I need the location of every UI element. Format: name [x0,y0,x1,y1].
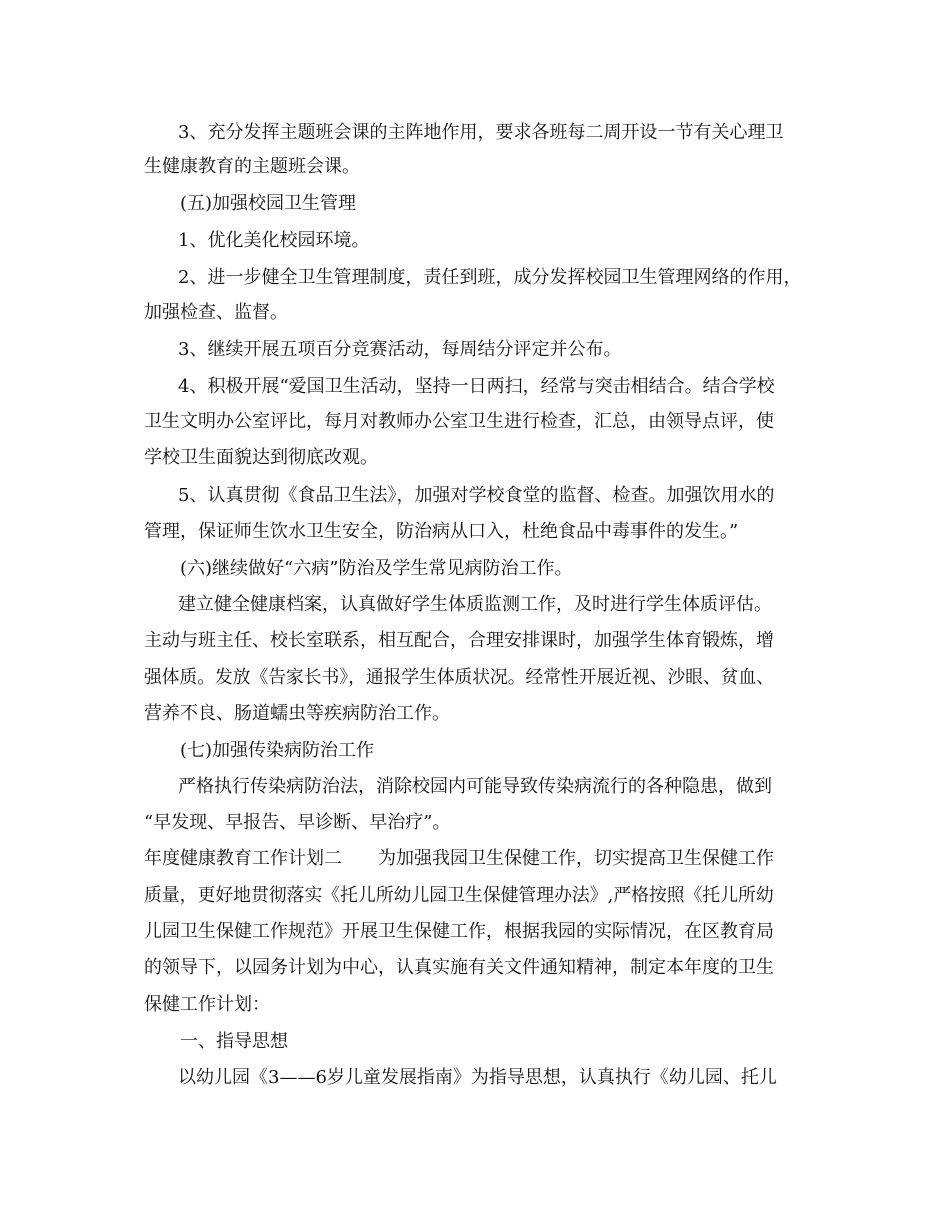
paragraph-line: 3、充分发挥主题班会课的主阵地作用，要求各班每二周开设一节有关心理卫 [178,122,784,143]
paragraph-line: 质量，更好地贯彻落实《托儿所幼儿园卫生保健管理办法》,严格按照《托儿所幼 [144,885,774,906]
paragraph-line: 学校卫生面貌达到彻底改观。 [144,447,378,468]
paragraph-line: 强体质。发放《告家长书》，通报学生体质状况。经常性开展近视、沙眼、贫血、 [144,667,774,688]
section-heading: (六)继续做好“六病”防治及学生常见病防治工作。 [180,558,573,579]
paragraph-line: 主动与班主任、校长室联系，相互配合，合理安排课时，加强学生体育锻炼，增 [144,630,774,651]
paragraph-line: 加强检查、监督。 [144,302,288,323]
paragraph-line: 建立健全健康档案，认真做好学生体质监测工作，及时进行学生体质评估。 [178,594,772,615]
paragraph-line: 生健康教育的主题班会课。 [144,156,360,177]
paragraph-line: 儿园卫生保健工作规范》开展卫生保健工作，根据我园的实际情况，在区教育局 [144,921,774,942]
paragraph-line: 3、继续开展五项百分竞赛活动，每周结分评定并公布。 [178,339,622,360]
paragraph-line: 以幼儿园《3——6岁儿童发展指南》为指导思想，认真执行《幼儿园、托儿 [178,1067,777,1088]
paragraph-line: 严格执行传染病防治法，消除校园内可能导致传染病流行的各种隐患，做到 [178,776,772,797]
paragraph-line: 的领导下，以园务计划为中心，认真实施有关文件通知精神，制定本年度的卫生 [144,957,774,978]
section-heading: (五)加强校园卫生管理 [180,193,357,214]
paragraph-line: 2、进一步健全卫生管理制度，责任到班，成分发挥校园卫生管理网络的作用， [178,267,802,288]
paragraph-line: 保健工作计划： [144,994,270,1015]
section-heading: (七)加强传染病防治工作 [180,740,375,761]
paragraph-line: 管理，保证师生饮水卫生安全，防治病从口入，杜绝食品中毒事件的发生。” [144,521,739,542]
paragraph-line: “早发现、早报告、早诊断、早治疗”。 [144,812,451,833]
section-heading: 一、指导思想 [180,1031,288,1052]
paragraph-line: 营养不良、肠道蠕虫等疾病防治工作。 [144,703,450,724]
paragraph-line: 年度健康教育工作计划二 为加强我园卫生保健工作，切实提高卫生保健工作 [144,848,774,869]
paragraph-line: 卫生文明办公室评比，每月对教师办公室卫生进行检查，汇总，由领导点评，使 [144,411,774,432]
paragraph-line: 5、认真贯彻《食品卫生法》，加强对学校食堂的监督、检查。加强饮用水的 [178,485,775,506]
paragraph-line: 1、优化美化校园环境。 [178,230,370,251]
paragraph-line: 4、积极开展“爱国卫生活动，坚持一日两扫，经常与突击相结合。结合学校 [178,376,775,397]
